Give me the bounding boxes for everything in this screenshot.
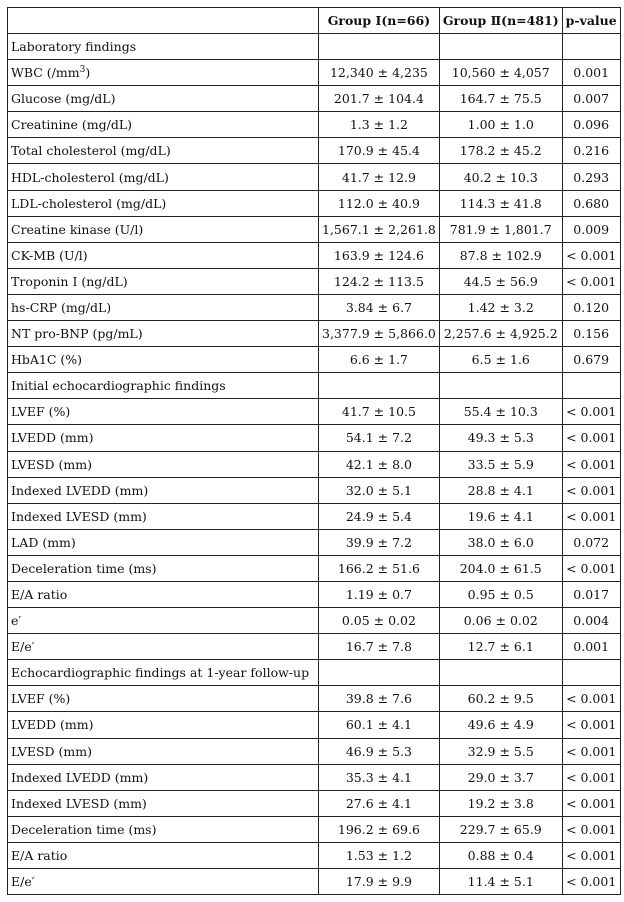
table-header: [8, 8, 621, 34]
group-1-value: 39.9 ± 7.2: [319, 529, 440, 555]
p-value: < 0.001: [562, 764, 620, 790]
header-variable: [8, 8, 319, 34]
row-label: [8, 242, 319, 268]
table-row: [8, 425, 621, 451]
row-label-text: Indexed LVESD (mm): [11, 795, 147, 811]
group-1-value: 196.2 ± 69.6: [319, 816, 440, 842]
group-1-value: 54.1 ± 7.2: [319, 425, 440, 451]
row-label: [8, 869, 319, 895]
p-value: < 0.001: [562, 477, 620, 503]
row-label-text: LVEDD (mm): [11, 430, 94, 446]
table-row: [8, 686, 621, 712]
table-row: [8, 190, 621, 216]
table-row: [8, 529, 621, 555]
row-label: [8, 347, 319, 373]
group-2-value: 0.88 ± 0.4: [439, 842, 562, 868]
section-empty-cell: [562, 660, 620, 686]
group-2-value: 40.2 ± 10.3: [439, 164, 562, 190]
p-value: 0.096: [562, 112, 620, 138]
row-label-text: Indexed LVEDD (mm): [11, 482, 149, 498]
group-2-value: 12.7 ± 6.1: [439, 634, 562, 660]
row-label: [8, 790, 319, 816]
row-label-text: Creatine kinase (U/l): [11, 221, 144, 237]
row-label: [8, 634, 319, 660]
p-value: 0.156: [562, 321, 620, 347]
table-row: [8, 60, 621, 86]
row-label-text: LVEDD (mm): [11, 717, 94, 733]
row-label: [8, 816, 319, 842]
p-value: < 0.001: [562, 842, 620, 868]
row-label: [8, 112, 319, 138]
table-row: [8, 164, 621, 190]
table-container: [7, 7, 621, 895]
group-1-value: 12,340 ± 4,235: [319, 60, 440, 86]
group-1-value: 41.7 ± 12.9: [319, 164, 440, 190]
row-label-text: Deceleration time (ms): [11, 821, 157, 837]
row-label-text: HDL-cholesterol (mg/dL): [11, 169, 169, 185]
row-label: [8, 738, 319, 764]
section-title: Initial echocardiographic findings: [8, 373, 319, 399]
group-2-value: 2,257.6 ± 4,925.2: [439, 321, 562, 347]
p-value: < 0.001: [562, 790, 620, 816]
group-2-value: 29.0 ± 3.7: [439, 764, 562, 790]
group-1-value: 60.1 ± 4.1: [319, 712, 440, 738]
group-2-value: 178.2 ± 45.2: [439, 138, 562, 164]
group-2-value: 87.8 ± 102.9: [439, 242, 562, 268]
table-row: [8, 112, 621, 138]
row-label-text: HbA1C (%): [11, 352, 83, 368]
section-empty-cell: [319, 34, 440, 60]
group-2-value: 55.4 ± 10.3: [439, 399, 562, 425]
group-2-value: 32.9 ± 5.5: [439, 738, 562, 764]
p-value: 0.679: [562, 347, 620, 373]
group-2-value: 0.95 ± 0.5: [439, 581, 562, 607]
row-label: [8, 268, 319, 294]
p-value: 0.293: [562, 164, 620, 190]
row-label: [8, 581, 319, 607]
group-2-value: 204.0 ± 61.5: [439, 555, 562, 581]
comparison-table: [7, 7, 621, 895]
p-value: < 0.001: [562, 816, 620, 842]
group-2-value: 28.8 ± 4.1: [439, 477, 562, 503]
group-1-value: 163.9 ± 124.6: [319, 242, 440, 268]
section-empty-cell: [319, 660, 440, 686]
section-title: Echocardiographic findings at 1-year follow-up: [8, 660, 319, 686]
p-value: < 0.001: [562, 555, 620, 581]
table-row: [8, 477, 621, 503]
group-2-value: 44.5 ± 56.9: [439, 268, 562, 294]
group-2-value: 10,560 ± 4,057: [439, 60, 562, 86]
group-1-value: 201.7 ± 104.4: [319, 86, 440, 112]
row-label-text: Glucose (mg/dL): [11, 91, 116, 107]
table-row: [8, 216, 621, 242]
row-label: [8, 529, 319, 555]
group-2-value: 229.7 ± 65.9: [439, 816, 562, 842]
section-row: [8, 660, 621, 686]
p-value: < 0.001: [562, 686, 620, 712]
group-2-value: 60.2 ± 9.5: [439, 686, 562, 712]
group-1-value: 124.2 ± 113.5: [319, 268, 440, 294]
group-1-value: 41.7 ± 10.5: [319, 399, 440, 425]
row-label: [8, 477, 319, 503]
group-1-value: 0.05 ± 0.02: [319, 608, 440, 634]
group-2-value: 11.4 ± 5.1: [439, 869, 562, 895]
row-label-text: NT pro-BNP (pg/mL): [11, 326, 143, 342]
row-label: [8, 190, 319, 216]
section-empty-cell: [439, 34, 562, 60]
group-2-value: 19.6 ± 4.1: [439, 503, 562, 529]
group-1-value: 166.2 ± 51.6: [319, 555, 440, 581]
p-value: < 0.001: [562, 738, 620, 764]
row-label-text: E/e′: [11, 874, 35, 890]
section-empty-cell: [439, 660, 562, 686]
group-1-value: 3.84 ± 6.7: [319, 294, 440, 320]
table-row: [8, 555, 621, 581]
row-label: [8, 321, 319, 347]
table-row: [8, 503, 621, 529]
section-title: Laboratory findings: [8, 34, 319, 60]
p-value: 0.120: [562, 294, 620, 320]
group-1-value: 6.6 ± 1.7: [319, 347, 440, 373]
group-2-value: 49.3 ± 5.3: [439, 425, 562, 451]
group-1-value: 1,567.1 ± 2,261.8: [319, 216, 440, 242]
section-row: [8, 34, 621, 60]
p-value: < 0.001: [562, 268, 620, 294]
row-label-text: Indexed LVEDD (mm): [11, 769, 149, 785]
row-label: [8, 842, 319, 868]
section-empty-cell: [562, 34, 620, 60]
table-row: [8, 816, 621, 842]
table-row: [8, 764, 621, 790]
p-value: < 0.001: [562, 869, 620, 895]
row-label-text: e′: [11, 613, 22, 629]
row-label: [8, 686, 319, 712]
row-label-text: Creatinine (mg/dL): [11, 117, 133, 133]
p-value: < 0.001: [562, 503, 620, 529]
group-1-value: 46.9 ± 5.3: [319, 738, 440, 764]
p-value: 0.004: [562, 608, 620, 634]
p-value: < 0.001: [562, 451, 620, 477]
table-row: [8, 712, 621, 738]
group-1-value: 3,377.9 ± 5,866.0: [319, 321, 440, 347]
row-label-text: hs-CRP (mg/dL): [11, 299, 112, 315]
row-label-superscript: 3: [79, 64, 86, 75]
table-row: [8, 581, 621, 607]
table-row: [8, 321, 621, 347]
p-value: 0.001: [562, 634, 620, 660]
group-1-value: 42.1 ± 8.0: [319, 451, 440, 477]
row-label-text: E/A ratio: [11, 847, 68, 863]
table-row: [8, 634, 621, 660]
row-label-text: Troponin I (ng/dL): [11, 273, 128, 289]
group-1-value: 39.8 ± 7.6: [319, 686, 440, 712]
group-1-value: 16.7 ± 7.8: [319, 634, 440, 660]
p-value: 0.072: [562, 529, 620, 555]
group-2-value: 164.7 ± 75.5: [439, 86, 562, 112]
table-row: [8, 869, 621, 895]
row-label-text: LVEF (%): [11, 691, 71, 707]
group-2-value: 33.5 ± 5.9: [439, 451, 562, 477]
table-row: [8, 268, 621, 294]
row-label-text: WBC (/mm: [11, 65, 80, 81]
row-label-text: Total cholesterol (mg/dL): [11, 143, 171, 159]
group-1-value: 1.19 ± 0.7: [319, 581, 440, 607]
table-row: [8, 242, 621, 268]
group-1-value: 112.0 ± 40.9: [319, 190, 440, 216]
p-value: 0.001: [562, 60, 620, 86]
table-row: [8, 138, 621, 164]
group-2-value: 1.00 ± 1.0: [439, 112, 562, 138]
p-value: 0.017: [562, 581, 620, 607]
p-value: 0.216: [562, 138, 620, 164]
header-group-2: Group Ⅱ(n=481): [439, 8, 562, 34]
row-label-suffix: ): [85, 65, 91, 81]
row-label: [8, 712, 319, 738]
row-label-text: LVESD (mm): [11, 743, 92, 759]
row-label: [8, 164, 319, 190]
table-row: [8, 842, 621, 868]
row-label-text: LVEF (%): [11, 404, 71, 420]
row-label: [8, 294, 319, 320]
row-label: [8, 60, 319, 86]
row-label: [8, 555, 319, 581]
header-group-1: Group Ⅰ(n=66): [319, 8, 440, 34]
table-row: [8, 347, 621, 373]
row-label-text: LAD (mm): [11, 534, 76, 550]
p-value: 0.007: [562, 86, 620, 112]
table-body: [8, 34, 621, 895]
table-row: [8, 790, 621, 816]
row-label: [8, 608, 319, 634]
group-1-value: 27.6 ± 4.1: [319, 790, 440, 816]
section-empty-cell: [562, 373, 620, 399]
p-value: < 0.001: [562, 425, 620, 451]
table-row: [8, 608, 621, 634]
row-label-text: E/A ratio: [11, 587, 68, 603]
group-1-value: 32.0 ± 5.1: [319, 477, 440, 503]
section-empty-cell: [439, 373, 562, 399]
p-value: < 0.001: [562, 712, 620, 738]
p-value: < 0.001: [562, 399, 620, 425]
group-1-value: 24.9 ± 5.4: [319, 503, 440, 529]
row-label: [8, 425, 319, 451]
group-1-value: 35.3 ± 4.1: [319, 764, 440, 790]
p-value: 0.680: [562, 190, 620, 216]
group-2-value: 1.42 ± 3.2: [439, 294, 562, 320]
row-label-text: Indexed LVESD (mm): [11, 508, 147, 524]
group-2-value: 38.0 ± 6.0: [439, 529, 562, 555]
group-2-value: 19.2 ± 3.8: [439, 790, 562, 816]
group-2-value: 6.5 ± 1.6: [439, 347, 562, 373]
group-2-value: 781.9 ± 1,801.7: [439, 216, 562, 242]
row-label-text: CK-MB (U/l): [11, 247, 88, 263]
table-row: [8, 738, 621, 764]
row-label-text: LVESD (mm): [11, 456, 92, 472]
row-label-text: LDL-cholesterol (mg/dL): [11, 195, 167, 211]
row-label: [8, 451, 319, 477]
group-1-value: 17.9 ± 9.9: [319, 869, 440, 895]
table-row: [8, 399, 621, 425]
group-1-value: 1.53 ± 1.2: [319, 842, 440, 868]
table-row: [8, 451, 621, 477]
group-2-value: 49.6 ± 4.9: [439, 712, 562, 738]
header-row: [8, 8, 621, 34]
table-row: [8, 86, 621, 112]
group-1-value: 170.9 ± 45.4: [319, 138, 440, 164]
table-row: [8, 294, 621, 320]
row-label: [8, 399, 319, 425]
group-2-value: 114.3 ± 41.8: [439, 190, 562, 216]
row-label-text: E/e′: [11, 639, 35, 655]
row-label: [8, 764, 319, 790]
row-label: [8, 138, 319, 164]
section-row: [8, 373, 621, 399]
row-label-text: Deceleration time (ms): [11, 560, 157, 576]
row-label: [8, 216, 319, 242]
row-label: [8, 86, 319, 112]
header-p-value: p-value: [562, 8, 620, 34]
p-value: 0.009: [562, 216, 620, 242]
section-empty-cell: [319, 373, 440, 399]
group-1-value: 1.3 ± 1.2: [319, 112, 440, 138]
p-value: < 0.001: [562, 242, 620, 268]
group-2-value: 0.06 ± 0.02: [439, 608, 562, 634]
row-label: [8, 503, 319, 529]
